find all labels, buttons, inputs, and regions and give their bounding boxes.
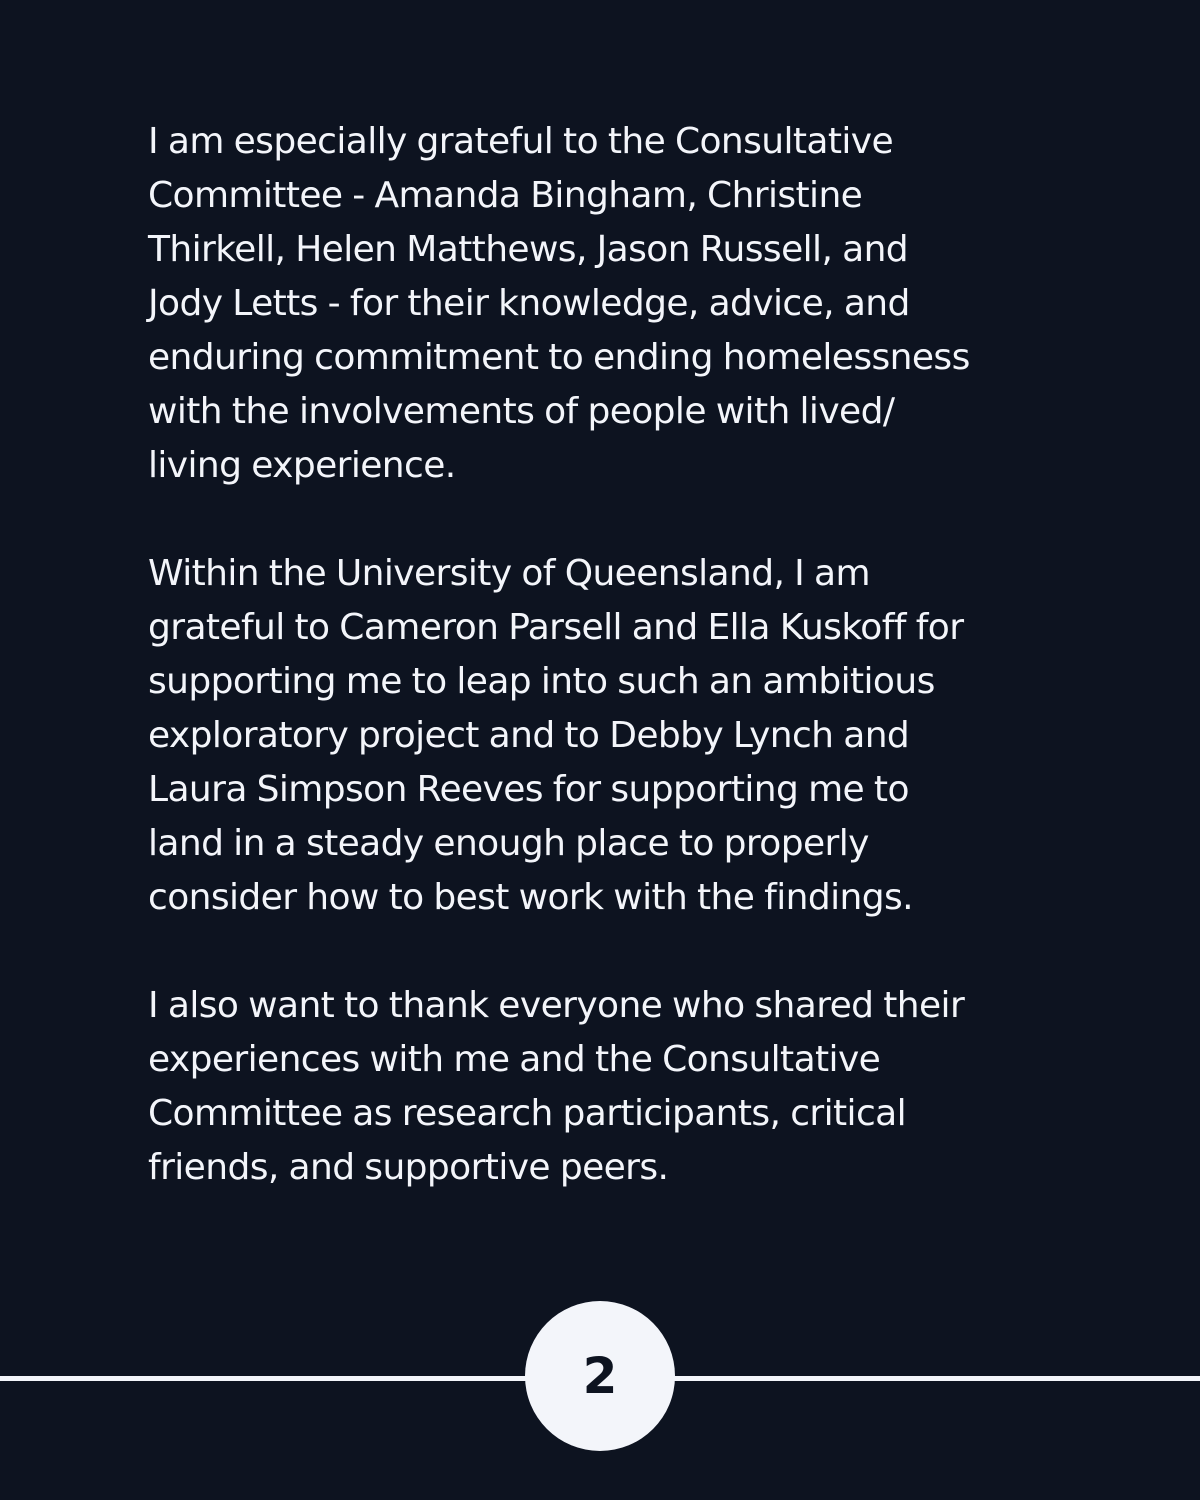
text-line: I also want to thank everyone who shared their [148, 985, 965, 1026]
text-line: exploratory project and to Debby Lynch and [148, 715, 910, 756]
text-line: Committee - Amanda Bingham, Christine [148, 175, 863, 216]
text-line: grateful to Cameron Parsell and Ella Kuskoff for [148, 607, 964, 648]
paragraph-university-of-queensland [148, 547, 1128, 925]
page-number: 2 [582, 1347, 618, 1405]
paragraph-spacer [148, 493, 1128, 547]
acknowledgements-text [148, 115, 1128, 1195]
paragraph-thanks-participants [148, 979, 1128, 1195]
text-line: consider how to best work with the findings. [148, 877, 913, 918]
text-line: land in a steady enough place to properly [148, 823, 869, 864]
text-line: Thirkell, Helen Matthews, Jason Russell, and [148, 229, 909, 270]
text-line: living experience. [148, 445, 456, 486]
paragraph-spacer [148, 925, 1128, 979]
text-line: supporting me to leap into such an ambitious [148, 661, 935, 702]
text-line: with the involvements of people with lived/ [148, 391, 895, 432]
text-line: experiences with me and the Consultative [148, 1039, 881, 1080]
text-line: Committee as research participants, critical [148, 1093, 906, 1134]
paragraph-consultative-committee [148, 115, 1128, 493]
text-line: enduring commitment to ending homelessness [148, 337, 970, 378]
text-line: Laura Simpson Reeves for supporting me to [148, 769, 909, 810]
text-line: Within the University of Queensland, I am [148, 553, 870, 594]
page-number-badge [525, 1301, 675, 1451]
text-line: Jody Letts - for their knowledge, advice, and [148, 283, 910, 324]
text-line: friends, and supportive peers. [148, 1147, 669, 1188]
text-line: I am especially grateful to the Consultative [148, 121, 894, 162]
